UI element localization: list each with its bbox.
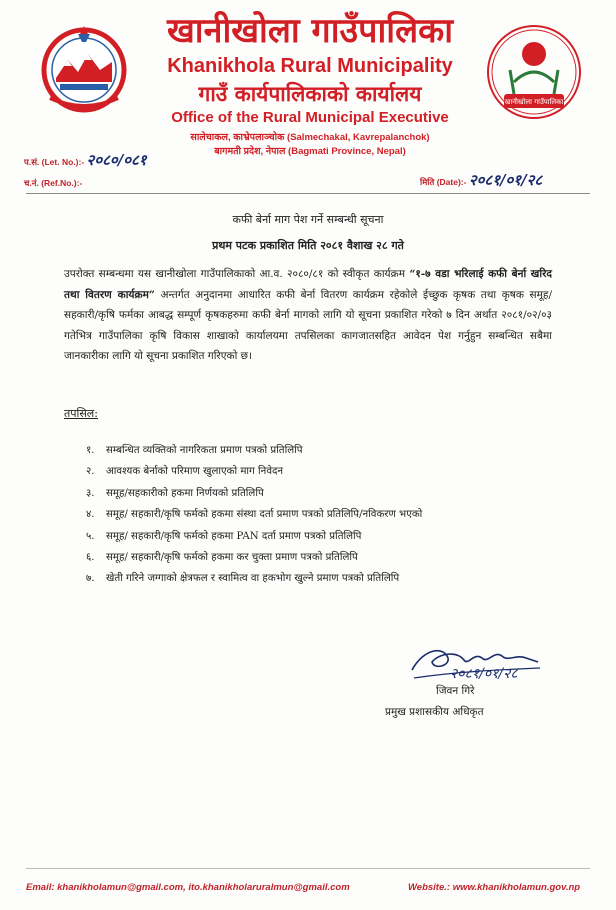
office-name-english: Office of the Rural Municipal Executive bbox=[171, 109, 449, 126]
paragraph-text-start: उपरोक्त सम्बन्धमा यस खानीखोला गाउँपालिकाको आ.व. २०८०/८१ को स्वीकृत कार्यक्रम bbox=[64, 268, 410, 280]
municipality-name-english: Khanikhola Rural Municipality bbox=[167, 55, 453, 77]
list-item bbox=[86, 504, 422, 525]
letter-number bbox=[24, 150, 147, 170]
notice-subtitle: प्रथम पटक प्रकाशित मिति २०८१ वैशाख २८ गते bbox=[212, 239, 404, 252]
list-item bbox=[86, 461, 422, 482]
signatory-post: प्रमुख प्रशासकीय अधिकृत bbox=[385, 706, 484, 718]
list-item-text: आवश्यक बेर्नाको परिमाण खुलाएको माग निवेदन bbox=[106, 466, 284, 478]
list-item-text: समूह/ सहकारी/कृषि फर्मको हकमा संस्था दर्ता प्रमाण पत्रको प्रतिलिपि/नविकरण भएको bbox=[106, 509, 423, 521]
footer-divider bbox=[26, 868, 590, 869]
list-item-text: खेती गरिने जग्गाको क्षेत्रफल र स्वामित्व वा हकभोग खुल्ने प्रमाण पत्रको प्रतिलिपि bbox=[106, 573, 400, 585]
list-item-number: ६. bbox=[86, 551, 95, 563]
list-item-text: समूह/ सहकारी/कृषि फर्मको हकमा कर चुक्ता प्रमाण पत्रको प्रतिलिपि bbox=[106, 551, 358, 563]
signature-date: २०८१/०१/२८ bbox=[450, 666, 518, 682]
footer-website: Website.: www.khanikholamun.gov.np bbox=[408, 882, 581, 893]
letter-date-value: २०८१/०१/२८ bbox=[468, 171, 543, 189]
letter-number-label: प.सं. (Let. No.):- bbox=[24, 157, 85, 167]
svg-text:खानीखोला गाउँपालिका: खानीखोला गाउँपालिका bbox=[504, 98, 564, 106]
list-item-text: सम्बन्धित व्यक्तिको नागरिकता प्रमाण पत्रको प्रतिलिपि bbox=[106, 445, 303, 456]
footer-email: Email: khanikholamun@gmail.com, ito.khanikholaruralmun@gmail.com bbox=[26, 882, 350, 893]
reference-number bbox=[24, 172, 82, 190]
list-item-number: २. bbox=[86, 466, 95, 478]
address-line-1: सालेचाकल, काभ्रेपलाञ्चोक (Salmechakal, Kavrepalanchok) bbox=[190, 132, 430, 143]
list-item-number: ३. bbox=[86, 487, 95, 499]
list-item bbox=[86, 568, 422, 589]
paragraph-text-end: अन्तर्गत अनुदानमा आधारित कफी बेर्ना वितरण कार्यक्रम रहेकोले ईच्छुक कृषक तथा कृषक समूह/ सहकारी/कृषि फर्मका आबद्ध सम्पूर्ण कृषकहरुमा कफी बेर्ना मागको लागि यो सूचना प्रकाशित गरेको ७ दिन अर्थात २०८१/०२/०३ गतेभित्र गाउँपालिका कृषि विकास शाखाको कार्यालयमा तपसिलका कागजातसहित आवेदन पेश गर्नुहुन सम्बन्धित सबैमा जानकारीका लागि यो सूचना प्रकाशित गरिएको छ। bbox=[64, 288, 552, 363]
program-name: “१-७ वडा भरिलाई कफी बेर्ना खरिद तथा वितरण कार्यक्रम” bbox=[64, 268, 552, 301]
list-item-text: समूह/ सहकारी/कृषि फर्मको हकमा PAN दर्ता प्रमाण पत्रको प्रतिलिपि bbox=[106, 530, 362, 542]
nepal-emblem-logo bbox=[34, 22, 134, 114]
list-item bbox=[86, 440, 422, 461]
letter-date-label: मिति (Date):- bbox=[420, 177, 467, 187]
list-item-text: समूह/सहकारीको हकमा निर्णयको प्रतिलिपि bbox=[106, 487, 264, 499]
list-item-number: १. bbox=[86, 445, 95, 456]
header-divider bbox=[26, 193, 590, 194]
list-item-number: ७. bbox=[86, 573, 95, 585]
signatory-name: जिवन गिरे bbox=[436, 685, 475, 697]
municipality-name-nepali: खानीखोला गाउँपालिका bbox=[166, 11, 454, 51]
notice-title: कफी बेर्ना माग पेश गर्ने सम्बन्धी सूचना bbox=[232, 213, 384, 226]
tapsil-heading: तपसिल: bbox=[64, 407, 98, 420]
office-name-nepali: गाउँ कार्यपालिकाको कार्यालय bbox=[198, 82, 422, 106]
list-item bbox=[86, 547, 422, 568]
reference-number-label: च.नं. (Ref.No.):- bbox=[24, 178, 83, 188]
notice-paragraph bbox=[64, 264, 552, 367]
list-item bbox=[86, 483, 422, 504]
list-item bbox=[86, 526, 422, 547]
letter-date bbox=[420, 170, 542, 190]
requirements-list bbox=[86, 440, 422, 590]
list-item-number: ४. bbox=[86, 509, 95, 521]
list-item-number: ५. bbox=[86, 530, 95, 542]
address-line-2: बागमती प्रदेश, नेपाल (Bagmati Province, Nepal) bbox=[214, 146, 406, 157]
letter-number-value: २०८०/०८१ bbox=[86, 151, 147, 169]
